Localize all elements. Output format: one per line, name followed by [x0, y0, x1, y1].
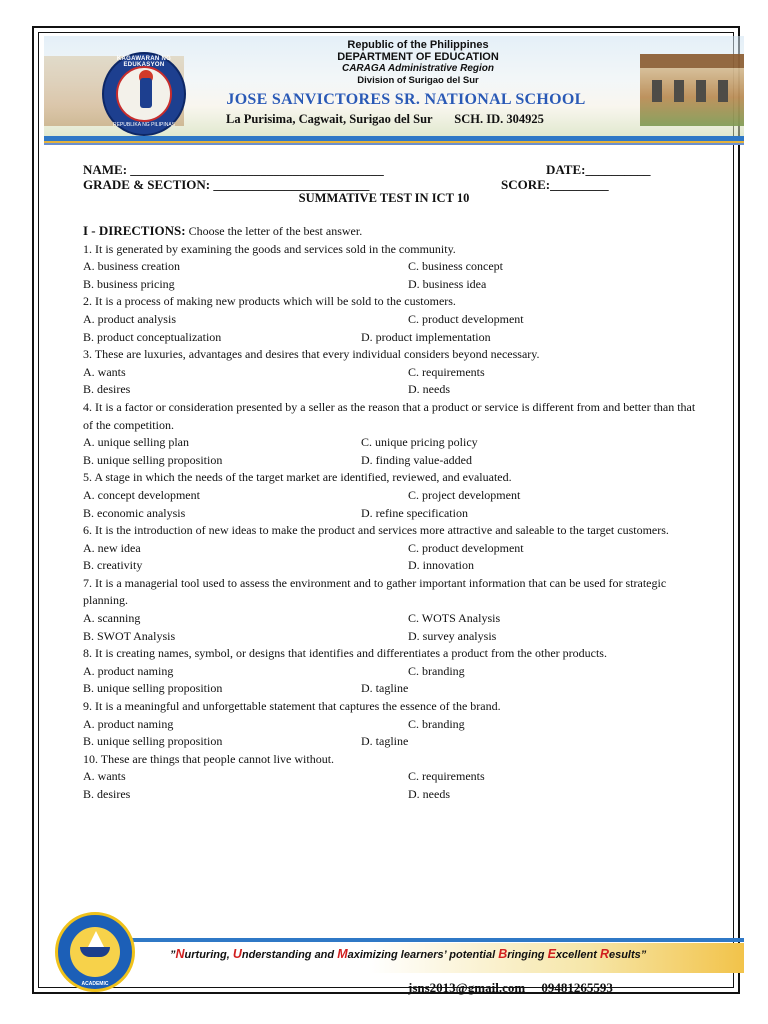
question-3: 3. These are luxuries, advantages and desires that every individual considers beyond necessary.	[83, 347, 540, 362]
header-republic: Republic of the Philippines	[347, 39, 489, 51]
school-name: JOSE SANVICTORES SR. NATIONAL SCHOOL	[226, 91, 586, 108]
question-10: 10. These are things that people cannot live without.	[83, 751, 335, 766]
score-field[interactable]: SCORE:_________	[501, 177, 609, 192]
options-row	[83, 381, 703, 399]
directions-label: I - DIRECTIONS:	[83, 223, 186, 238]
option-a[interactable]: A. new idea	[83, 540, 141, 555]
question-6: 6. It is the introduction of new ideas to make the product and services more attractive and saleable to the target customers.	[83, 523, 669, 538]
motto-part: R	[599, 947, 609, 961]
contact-info: jsns2013@gmail.com 09481265593	[408, 980, 613, 995]
option-a[interactable]: A. unique selling plan	[83, 435, 189, 450]
option-d[interactable]: D. tagline	[361, 681, 409, 696]
option-a[interactable]: A. product naming	[83, 716, 174, 731]
question-1: 1. It is generated by examining the goods and services sold in the community.	[83, 241, 456, 256]
option-d[interactable]: D. needs	[408, 382, 450, 397]
options-row	[83, 487, 703, 505]
motto-part: N	[175, 947, 185, 961]
school-motto	[170, 947, 646, 961]
option-a[interactable]: A. wants	[83, 364, 126, 379]
motto-part: U	[232, 947, 242, 961]
questions-section	[83, 222, 703, 804]
options-row	[83, 364, 703, 382]
option-b[interactable]: B. SWOT Analysis	[83, 628, 176, 643]
motto-part: E	[547, 947, 556, 961]
options-row	[83, 540, 703, 558]
options-row	[83, 557, 703, 575]
grade-section-field[interactable]: GRADE & SECTION: ________________________	[83, 177, 370, 192]
options-row	[83, 505, 703, 523]
option-c[interactable]: C. project development	[408, 487, 521, 502]
option-a[interactable]: A. product analysis	[83, 311, 176, 326]
option-a[interactable]: A. scanning	[83, 611, 141, 626]
option-c[interactable]: C. branding	[408, 663, 465, 678]
options-row	[83, 610, 703, 628]
options-row	[83, 768, 703, 786]
option-c[interactable]: C. requirements	[408, 364, 485, 379]
option-b[interactable]: B. unique selling proposition	[83, 452, 223, 467]
motto-part: M	[337, 947, 348, 961]
option-d[interactable]: D. needs	[408, 787, 450, 801]
option-d[interactable]: D. innovation	[408, 558, 474, 573]
options-row	[83, 628, 703, 646]
header-region: CARAGA Administrative Region	[341, 63, 495, 74]
school-address: La Purisima, Cagwait, Surigao del Sur SCH. ID. 304925	[226, 112, 544, 126]
question-5: 5. A stage in which the needs of the target market are identified, reviewed, and evaluated.	[83, 470, 512, 485]
options-row	[83, 434, 703, 452]
academic-seal-icon	[55, 912, 135, 992]
option-b[interactable]: B. economic analysis	[83, 505, 186, 520]
options-row	[83, 680, 703, 698]
footer-stripe-blue	[120, 938, 744, 942]
option-a[interactable]: A. wants	[83, 769, 126, 784]
option-c[interactable]: C. unique pricing policy	[361, 435, 478, 450]
options-row	[83, 329, 703, 347]
seal-label: ACADEMIC	[81, 981, 109, 987]
seal-top-text: KAGAWARAN NG EDUKASYON	[116, 56, 172, 68]
option-c[interactable]: C. branding	[408, 716, 465, 731]
options-row	[83, 311, 703, 329]
option-a[interactable]: A. business creation	[83, 259, 180, 274]
directions	[83, 222, 703, 241]
header-rule	[44, 143, 744, 145]
option-d[interactable]: D. survey analysis	[408, 628, 497, 643]
question-2: 2. It is a process of making new products which will be sold to the customers.	[83, 294, 456, 309]
option-b[interactable]: B. desires	[83, 787, 131, 801]
option-c[interactable]: C. product development	[408, 540, 524, 555]
option-b[interactable]: B. unique selling proposition	[83, 681, 223, 696]
option-c[interactable]: C. WOTS Analysis	[408, 611, 501, 626]
option-b[interactable]: B. unique selling proposition	[83, 734, 223, 749]
motto-part: aximizing learners’ potential	[347, 949, 499, 961]
options-row	[83, 733, 703, 751]
option-d[interactable]: D. product implementation	[361, 329, 491, 344]
seal-bottom-text: REPUBLIKA NG PILIPINAS	[113, 122, 175, 128]
question-9: 9. It is a meaningful and unforgettable statement that captures the essence of the brand.	[83, 699, 501, 714]
header-department: DEPARTMENT OF EDUCATION	[337, 51, 499, 63]
date-field[interactable]: DATE:__________	[546, 162, 651, 177]
options-row	[83, 452, 703, 470]
motto-part: nderstanding and	[241, 949, 338, 961]
options-row	[83, 258, 703, 276]
directions-text: Choose the letter of the best answer.	[185, 224, 363, 238]
options-row	[83, 716, 703, 734]
option-b[interactable]: B. product conceptualization	[83, 329, 222, 344]
name-field[interactable]: NAME: _______________________________________	[83, 162, 384, 177]
options-row	[83, 663, 703, 681]
header-division: Division of Surigao del Sur	[357, 75, 479, 86]
question-4: 4. It is a factor or consideration presented by a seller as the reason that a product or service is different from and better than that of the competition.	[83, 399, 696, 432]
options-row	[83, 786, 703, 804]
option-a[interactable]: A. product naming	[83, 663, 174, 678]
motto-part: ”	[170, 949, 176, 961]
options-row	[83, 276, 703, 294]
option-d[interactable]: D. refine specification	[361, 505, 468, 520]
option-b[interactable]: B. creativity	[83, 558, 143, 573]
motto-part: xcellent	[555, 949, 600, 961]
option-a[interactable]: A. concept development	[83, 487, 200, 502]
option-d[interactable]: D. finding value-added	[361, 452, 472, 467]
motto-part: B	[498, 947, 508, 961]
question-7: 7. It is a managerial tool used to assess the environment and to gather important information that can be used for strategic planning.	[83, 575, 667, 608]
question-8: 8. It is creating names, symbol, or designs that identifies and differentiates a product from the other products.	[83, 646, 607, 661]
option-c[interactable]: C. requirements	[408, 769, 485, 784]
motto-part: esults”	[608, 949, 647, 961]
option-b[interactable]: B. business pricing	[83, 276, 175, 291]
option-d[interactable]: D. business idea	[408, 276, 487, 291]
option-c[interactable]: C. business concept	[408, 259, 503, 274]
option-b[interactable]: B. desires	[83, 382, 131, 397]
test-title: SUMMATIVE TEST IN ICT 10	[298, 191, 470, 205]
option-c[interactable]: C. product development	[408, 311, 524, 326]
option-d[interactable]: D. tagline	[361, 734, 409, 749]
motto-part: urturing,	[184, 949, 233, 961]
motto-part: ringing	[507, 949, 548, 961]
